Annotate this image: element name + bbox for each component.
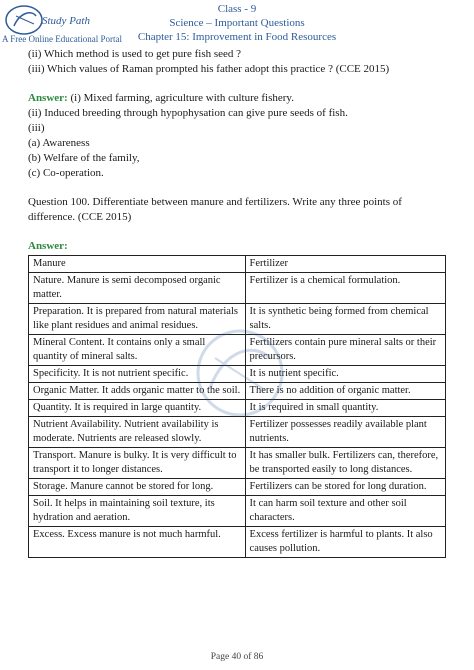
answer-99-line: (a) Awareness (28, 137, 90, 149)
header-manure: Manure (29, 256, 246, 273)
manure-cell: Nature. Manure is semi decomposed organic matter. (29, 273, 246, 304)
class-title: Class - 9 (217, 3, 257, 15)
question-part-iii: (iii) Which values of Raman prompted his father adopt this practice ? (CCE 2015) (28, 63, 390, 75)
fertilizer-cell: It has smaller bulk. Fertilizers can, therefore, be transported easily to long distances. (245, 448, 445, 479)
table-row (29, 383, 446, 400)
manure-fertilizer-table (28, 255, 446, 558)
answer-label: Answer: (28, 92, 68, 104)
fertilizer-cell: Excess fertilizer is harmful to plants. It also causes pollution. (245, 527, 445, 558)
fertilizer-cell: Fertilizers can be stored for long duration. (245, 479, 445, 496)
manure-cell: Excess. Excess manure is not much harmful. (29, 527, 246, 558)
table-row (29, 304, 446, 335)
manure-cell: Mineral Content. It contains only a small quantity of mineral salts. (29, 335, 246, 366)
portal-tagline: A Free Online Educational Portal (2, 34, 122, 44)
answer-99-line: (b) Welfare of the family, (28, 152, 140, 164)
answer-99-line: (c) Co-operation. (28, 167, 104, 179)
page-number: Page 40 of 86 (210, 652, 264, 662)
table-row (29, 366, 446, 383)
table-row (29, 273, 446, 304)
question-part-ii: (ii) Which method is used to get pure fish seed ? (28, 48, 242, 60)
manure-cell: Nutrient Availability. Nutrient availability is moderate. Nutrients are released slowly. (29, 417, 246, 448)
page-header (0, 0, 474, 44)
fertilizer-cell: Fertilizer possesses readily available plant nutrients. (245, 417, 445, 448)
table-row (29, 496, 446, 527)
manure-cell: Storage. Manure cannot be stored for long. (29, 479, 246, 496)
fertilizer-cell: It is required in small quantity. (245, 400, 445, 417)
question-100-line-1: Question 100. Differentiate between manure and fertilizers. Write any three points of (28, 196, 402, 208)
table-row (29, 335, 446, 366)
answer-100-label: Answer: (28, 240, 68, 252)
fertilizer-cell: It is nutrient specific. (245, 366, 445, 383)
manure-cell: Organic Matter. It adds organic matter to the soil. (29, 383, 246, 400)
answer-99-line: (iii) (28, 122, 45, 134)
fertilizer-cell: Fertilizers contain pure mineral salts or their precursors. (245, 335, 445, 366)
fertilizer-cell: It is synthetic being formed from chemical salts. (245, 304, 445, 335)
manure-cell: Preparation. It is prepared from natural materials like plant residues and animal residues. (29, 304, 246, 335)
table-row (29, 479, 446, 496)
manure-cell: Specificity. It is not nutrient specific. (29, 366, 246, 383)
table-row (29, 400, 446, 417)
question-100-line-2: difference. (CCE 2015) (28, 211, 132, 223)
svg-text:Study Path: Study Path (42, 15, 90, 27)
fertilizer-cell: It can harm soil texture and other soil characters. (245, 496, 445, 527)
table-header-row (29, 256, 446, 273)
manure-cell: Transport. Manure is bulky. It is very difficult to transport it to longer distances. (29, 448, 246, 479)
table-row (29, 448, 446, 479)
answer-99-text: (i) Mixed farming, agriculture with culture fishery. (67, 92, 294, 104)
chapter-title: Chapter 15: Improvement in Food Resources (137, 31, 337, 43)
fertilizer-cell: Fertilizer is a chemical formulation. (245, 273, 445, 304)
answer-99-first-line (28, 91, 448, 106)
table-row (29, 417, 446, 448)
header-fertilizer: Fertilizer (245, 256, 445, 273)
page-content (28, 47, 448, 254)
manure-cell: Soil. It helps in maintaining soil texture, its hydration and aeration. (29, 496, 246, 527)
answer-99-line: (ii) Induced breeding through hypophysation can give pure seeds of fish. (28, 107, 348, 119)
fertilizer-cell: There is no addition of organic matter. (245, 383, 445, 400)
manure-cell: Quantity. It is required in large quantity. (29, 400, 246, 417)
table-row (29, 527, 446, 558)
subject-title: Science – Important Questions (169, 17, 305, 29)
